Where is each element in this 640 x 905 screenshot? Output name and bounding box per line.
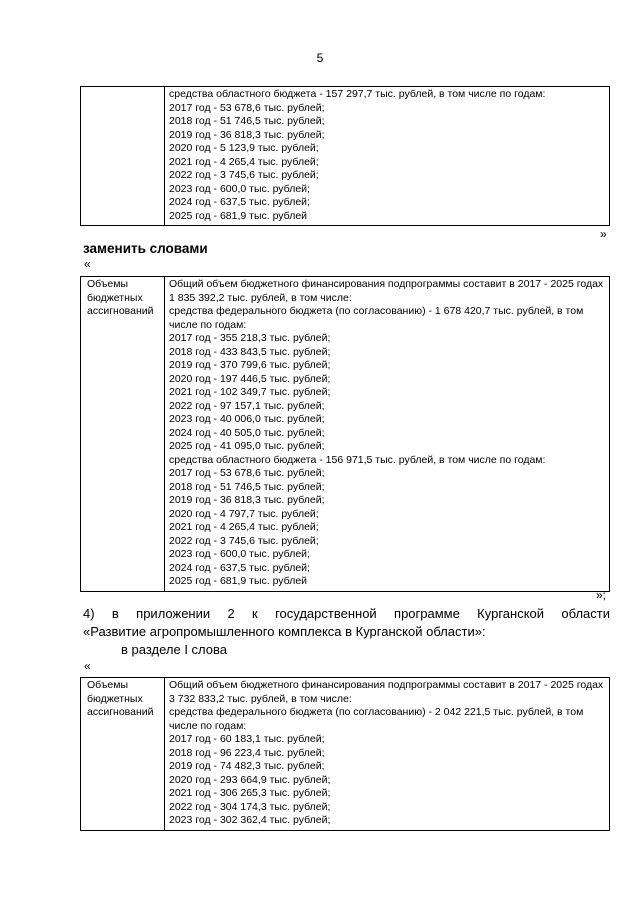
- year-line: 2024 год - 637,5 тыс. рублей;: [169, 196, 310, 208]
- year-line: 2023 год - 302 362,4 тыс. рублей;: [169, 814, 331, 826]
- year-line: 2021 год - 4 265,4 тыс. рублей;: [169, 521, 319, 533]
- year-line: 2025 год - 41 095,0 тыс. рублей;: [169, 440, 325, 452]
- year-line: 2019 год - 36 818,3 тыс. рублей;: [169, 128, 325, 141]
- year-line: 2020 год - 5 123,9 тыс. рублей;: [169, 142, 319, 154]
- item-4-line-2: «Развитие агропромышленного комплекса в Курганской области»:: [83, 624, 486, 639]
- federal-budget-text: средства федерального бюджета (по согласованию) - 1 678 420,7 тыс. рублей, в том числе по годам:: [169, 305, 584, 331]
- closing-quote-semicolon: »;: [596, 588, 607, 602]
- table-label-cell: [81, 678, 165, 830]
- year-line: 2022 год - 3 745,6 тыс. рублей;: [169, 534, 319, 547]
- regional-budget-line: средства областного бюджета - 157 297,7 тыс. рублей, в том числе по годам:: [169, 88, 546, 100]
- year-line: 2024 год - 40 505,0 тыс. рублей;: [169, 426, 325, 439]
- item-4-line-1: 4) в приложении 2 к государственной программе Курганской области: [83, 606, 610, 621]
- year-line: 2019 год - 74 482,3 тыс. рублей;: [169, 760, 325, 772]
- year-line: 2017 год - 53 678,6 тыс. рублей;: [169, 101, 325, 114]
- budget-allocation-table: [80, 276, 610, 592]
- year-line: 2025 год - 681,9 тыс. рублей: [169, 575, 308, 587]
- table-label-cell: [81, 87, 165, 225]
- year-line: 2022 год - 304 174,3 тыс. рублей;: [169, 800, 331, 813]
- year-line: 2021 год - 4 265,4 тыс. рублей;: [169, 155, 319, 168]
- year-line: 2019 год - 370 799,6 тыс. рублей;: [169, 359, 331, 371]
- year-line: 2019 год - 36 818,3 тыс. рублей;: [169, 494, 325, 506]
- budget-table-continuation: [80, 86, 610, 226]
- opening-quote: «: [84, 257, 91, 271]
- table-label-cell: [81, 277, 165, 591]
- year-line: 2025 год - 681,9 тыс. рублей: [169, 209, 308, 222]
- table-content-cell: [165, 277, 609, 591]
- year-line: 2023 год - 40 006,0 тыс. рублей;: [169, 413, 325, 425]
- budget-allocations-label: Объемы бюджетных ассигнований: [87, 679, 154, 718]
- year-line: 2018 год - 51 746,5 тыс. рублей;: [169, 115, 325, 127]
- year-line: 2021 год - 306 265,3 тыс. рублей;: [169, 787, 331, 799]
- table-content-cell: [165, 678, 609, 830]
- year-line: 2020 год - 4 797,7 тыс. рублей;: [169, 507, 319, 520]
- table-content-cell: [165, 87, 609, 225]
- year-line: 2018 год - 51 746,5 тыс. рублей;: [169, 480, 325, 493]
- federal-budget-text: средства федерального бюджета (по согласованию) - 2 042 221,5 тыс. рублей, в том числе по годам:: [169, 706, 584, 732]
- year-line: 2022 год - 3 745,6 тыс. рублей;: [169, 169, 319, 181]
- year-line: 2018 год - 96 223,4 тыс. рублей;: [169, 746, 325, 759]
- total-funding-text: Общий объем бюджетного финансирования подпрограммы составит в 2017 - 2025 годах 3 732 833,2 тыс. рублей, в том числе:: [169, 679, 604, 705]
- regional-budget-line: средства областного бюджета - 156 971,5 тыс. рублей, в том числе по годам:: [169, 453, 546, 466]
- year-line: 2017 год - 60 183,1 тыс. рублей;: [169, 733, 325, 745]
- year-line: 2023 год - 600,0 тыс. рублей;: [169, 548, 310, 560]
- page-number: 5: [316, 51, 324, 65]
- year-line: 2017 год - 355 218,3 тыс. рублей;: [169, 332, 331, 344]
- total-funding-text: Общий объем бюджетного финансирования подпрограммы составит в 2017 - 2025 годах 1 835 392,2 тыс. рублей, в том числе:: [169, 278, 604, 304]
- year-line: 2020 год - 197 446,5 тыс. рублей;: [169, 372, 331, 385]
- replace-words-text: заменить словами: [83, 241, 208, 256]
- year-line: 2023 год - 600,0 тыс. рублей;: [169, 182, 310, 195]
- year-line: 2022 год - 97 157,1 тыс. рублей;: [169, 399, 325, 412]
- year-line: 2020 год - 293 664,9 тыс. рублей;: [169, 773, 331, 786]
- year-line: 2018 год - 433 843,5 тыс. рублей;: [169, 345, 331, 358]
- year-line: 2024 год - 637,5 тыс. рублей;: [169, 561, 310, 574]
- budget-allocation-table-2: [80, 677, 610, 831]
- year-line: 2021 год - 102 349,7 тыс. рублей;: [169, 386, 331, 398]
- section-words-text: в разделе I слова: [121, 642, 227, 657]
- year-line: 2017 год - 53 678,6 тыс. рублей;: [169, 467, 325, 479]
- budget-allocations-label: Объемы бюджетных ассигнований: [87, 278, 154, 317]
- closing-quote: »: [600, 227, 607, 241]
- opening-quote: «: [84, 659, 91, 673]
